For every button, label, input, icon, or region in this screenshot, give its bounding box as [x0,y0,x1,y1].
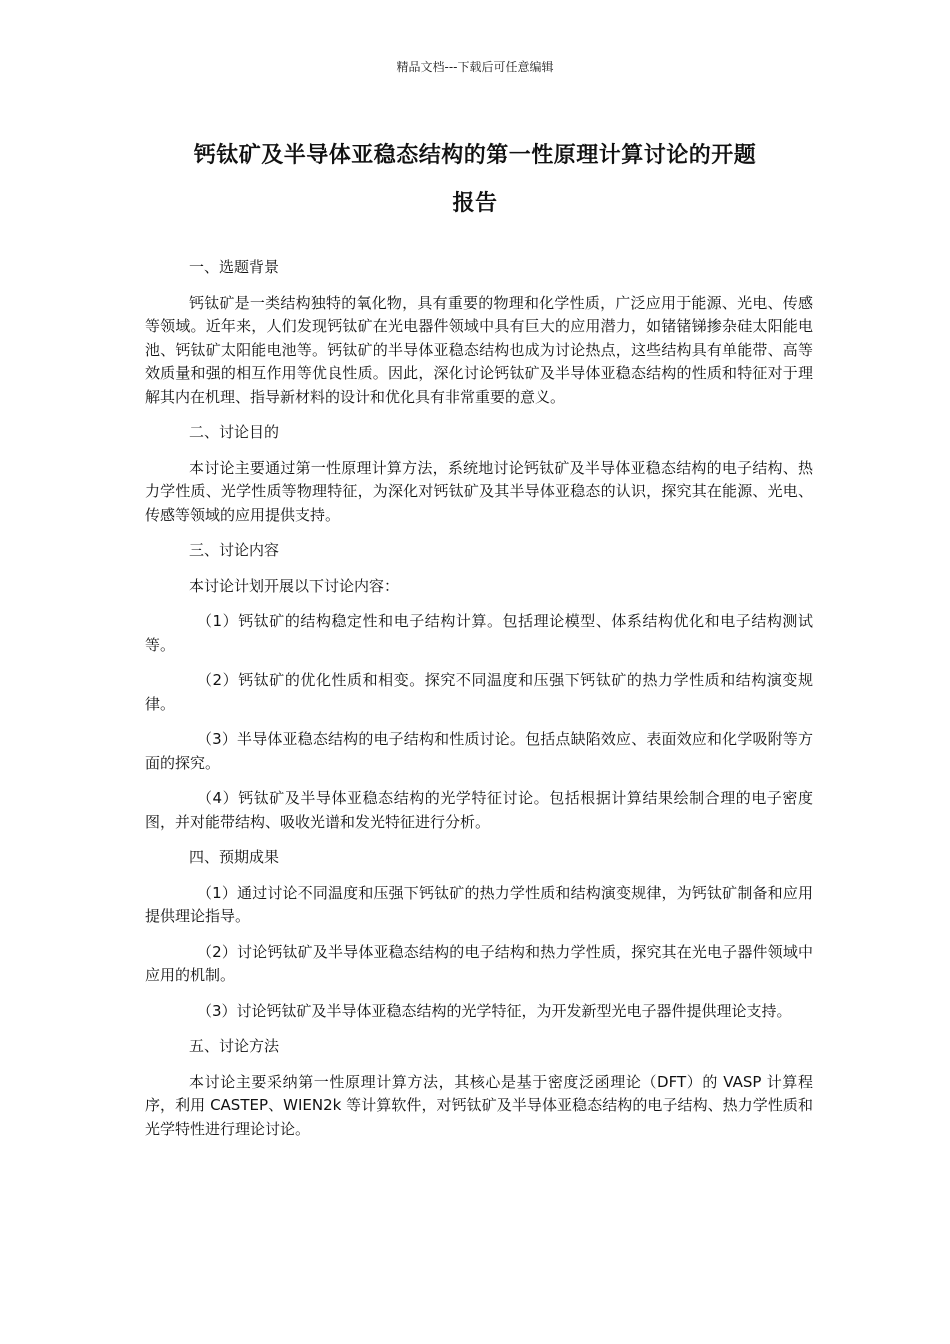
document-title [145,132,805,228]
list-item: （3）讨论钙钛矿及半导体亚稳态结构的光学特征，为开发新型光电子器件提供理论支持。 [197,1001,792,1020]
list-item: （1）通过讨论不同温度和压强下钙钛矿的热力学性质和结构演变规律，为钙钛矿制备和应用提供理论指导。 [145,883,813,925]
list-item: （1）钙钛矿的结构稳定性和电子结构计算。包括理论模型、体系结构优化和电子结构测试等。 [145,612,813,654]
header-note: 精品文档---下载后可任意编辑 [396,60,554,74]
list-item: （3）半导体亚稳态结构的电子结构和性质讨论。包括点缺陷效应、表面效应和化学吸附等方面的探究。 [145,730,813,772]
section-heading-content: 三、讨论内容 [189,541,280,559]
section-paragraph-background: 钙钛矿是一类结构独特的氧化物，具有重要的物理和化学性质，广泛应用于能源、光电、传感等领域。近年来，人们发现钙钛矿在光电器件领域中具有巨大的应用潜力，如锗锗锑掺杂硅太阳能电池、钙钛矿太阳能电池等。钙钛矿的半导体亚稳态结构也成为讨论热点，这些结构具有单能带、高等效质量和强的相互作用等优良性质。因此，深化讨论钙钛矿及半导体亚稳态结构的性质和特征对于理解其内在机理、指导新材料的设计和优化具有非常重要的意义。 [145,293,813,406]
list-item: （2）钙钛矿的优化性质和相变。探究不同温度和压强下钙钛矿的热力学性质和结构演变规律。 [145,671,813,713]
section-heading-expected-results: 四、预期成果 [189,848,280,866]
section-heading-method: 五、讨论方法 [189,1037,280,1055]
document-body [145,256,813,1153]
section-intro-content: 本讨论计划开展以下讨论内容： [189,576,400,595]
section-paragraph-method: 本讨论主要采纳第一性原理计算方法，其核心是基于密度泛函理论（DFT）的 VASP 计算程序，利用 CASTEP、WIEN2k 等计算软件，对钙钛矿及半导体亚稳态结构的电子结构、热力学性质和光学特性进行理论讨论。 [145,1072,813,1138]
section-paragraph-purpose: 本讨论主要通过第一性原理计算方法，系统地讨论钙钛矿及半导体亚稳态结构的电子结构、热力学性质、光学性质等物理特征，为深化对钙钛矿及其半导体亚稳态的认识，探究其在能源、光电、传感等领域的应用提供支持。 [145,458,813,524]
title-line-2: 报告 [452,191,498,216]
section-heading-background: 一、选题背景 [189,258,280,276]
list-item: （4）钙钛矿及半导体亚稳态结构的光学特征讨论。包括根据计算结果绘制合理的电子密度图，并对能带结构、吸收光谱和发光特征进行分析。 [145,789,813,831]
section-heading-purpose: 二、讨论目的 [189,423,280,441]
title-line-1: 钙钛矿及半导体亚稳态结构的第一性原理计算讨论的开题 [193,143,757,168]
list-item: （2）讨论钙钛矿及半导体亚稳态结构的电子结构和热力学性质，探究其在光电子器件领域中应用的机制。 [145,942,813,984]
